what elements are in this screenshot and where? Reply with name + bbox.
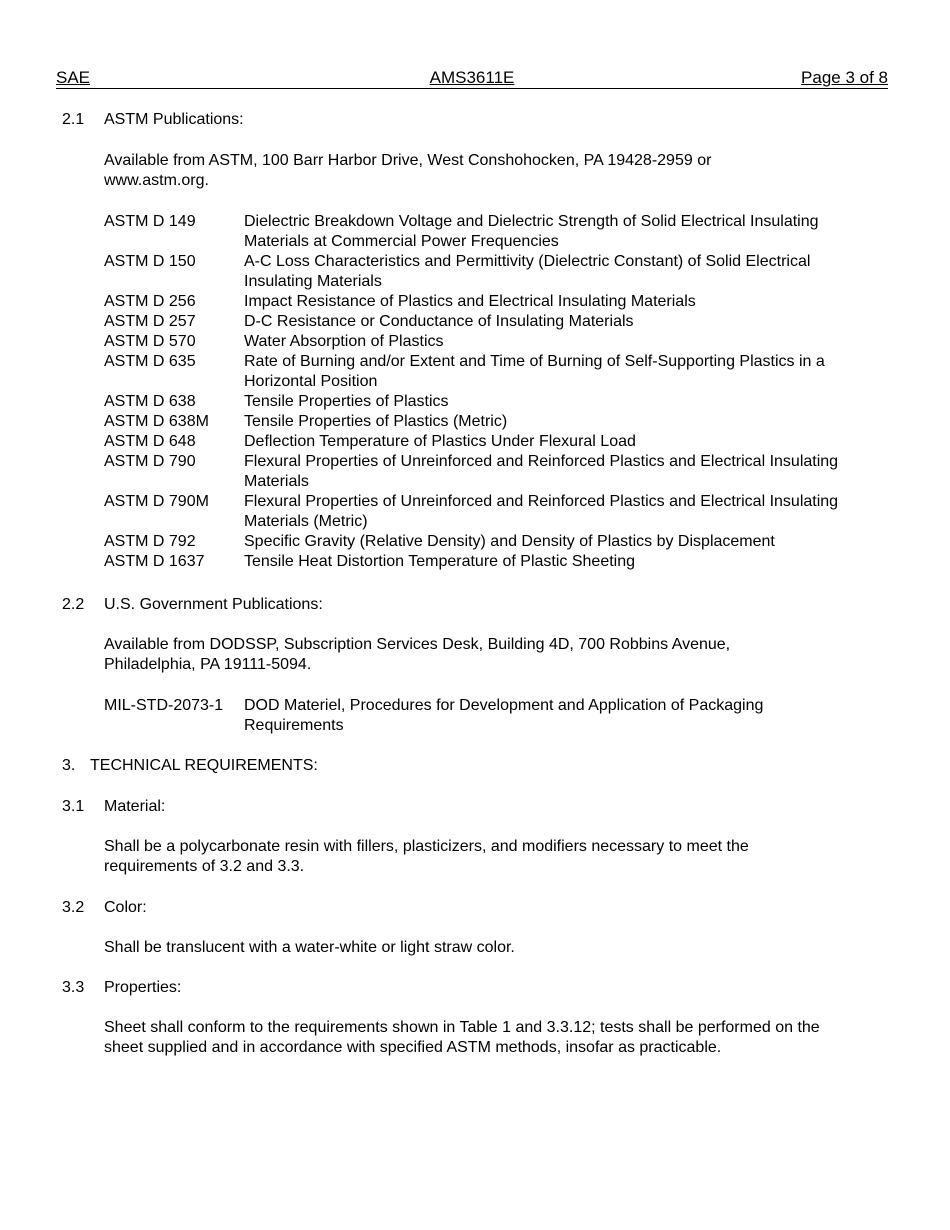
page-header	[56, 68, 888, 89]
reference-title: Tensile Heat Distortion Temperature of Plastic Sheeting	[244, 553, 636, 570]
reference-title: Water Absorption of Plastics	[244, 333, 444, 350]
section-3-3-text: Sheet shall conform to the requirements shown in Table 1 and 3.3.12; tests shall be performed on the sheet supplied and in accordance with specified ASTM methods, insofar as practicable.	[104, 1019, 820, 1056]
reference-item	[104, 552, 874, 572]
section-3-1-heading	[62, 797, 165, 817]
section-2-2-availability: Available from DODSSP, Subscription Services Desk, Building 4D, 700 Robbins Avenue, Philadelphia, PA 19111-5094.	[104, 636, 731, 673]
header-org: SAE	[56, 68, 91, 87]
section-number: 3.	[62, 757, 76, 774]
reference-title: Dielectric Breakdown Voltage and Dielectric Strength of Solid Electrical Insulating Materials at Commercial Power Frequencies	[244, 213, 819, 250]
reference-item	[104, 412, 874, 432]
reference-code: ASTM D 635	[104, 353, 196, 370]
section-2-2-heading	[62, 595, 323, 615]
reference-item	[104, 312, 874, 332]
reference-code: ASTM D 638M	[104, 413, 209, 430]
gov-reference-list	[104, 696, 874, 736]
header-page-number: Page 3 of 8	[801, 68, 888, 87]
section-number: 3.3	[62, 979, 85, 996]
reference-code: ASTM D 149	[104, 213, 196, 230]
reference-item	[104, 432, 874, 452]
reference-title: Deflection Temperature of Plastics Under Flexural Load	[244, 433, 636, 450]
section-title: TECHNICAL REQUIREMENTS:	[90, 757, 318, 774]
reference-title: Tensile Properties of Plastics	[244, 393, 449, 410]
section-number: 2.1	[62, 111, 85, 128]
reference-code: ASTM D 570	[104, 333, 196, 350]
section-title: ASTM Publications:	[104, 111, 244, 128]
header-doc-id: AMS3611E	[429, 68, 515, 87]
reference-code: ASTM D 648	[104, 433, 196, 450]
reference-item	[104, 252, 874, 292]
reference-item	[104, 452, 874, 492]
section-3-2-text: Shall be translucent with a water-white or light straw color.	[104, 939, 515, 956]
astm-reference-list	[104, 212, 874, 572]
section-3-3-heading	[62, 978, 181, 998]
reference-title: Flexural Properties of Unreinforced and Reinforced Plastics and Electrical Insulating Materials (Metric)	[244, 493, 839, 530]
reference-code: MIL-STD-2073-1	[104, 697, 224, 714]
section-3-heading	[62, 756, 318, 776]
reference-item	[104, 212, 874, 252]
section-title: Color:	[104, 899, 147, 916]
section-3-1-text: Shall be a polycarbonate resin with fillers, plasticizers, and modifiers necessary to meet the requirements of 3.2 and 3.3.	[104, 838, 749, 875]
reference-title: DOD Materiel, Procedures for Development and Application of Packaging Requirements	[244, 697, 764, 734]
reference-title: Impact Resistance of Plastics and Electrical Insulating Materials	[244, 293, 696, 310]
section-number: 3.2	[62, 899, 85, 916]
section-2-1-availability: Available from ASTM, 100 Barr Harbor Drive, West Conshohocken, PA 19428-2959 or www.astm.org.	[104, 152, 712, 189]
reference-code: ASTM D 792	[104, 533, 196, 550]
section-title: Properties:	[104, 979, 182, 996]
reference-code: ASTM D 257	[104, 313, 196, 330]
reference-title: D-C Resistance or Conductance of Insulating Materials	[244, 313, 634, 330]
reference-code: ASTM D 1637	[104, 553, 205, 570]
section-title: U.S. Government Publications:	[104, 596, 323, 613]
reference-title: Specific Gravity (Relative Density) and Density of Plastics by Displacement	[244, 533, 775, 550]
reference-item	[104, 492, 874, 532]
reference-title: Tensile Properties of Plastics (Metric)	[244, 413, 508, 430]
reference-item	[104, 532, 874, 552]
reference-item	[104, 696, 874, 736]
reference-item	[104, 332, 874, 352]
reference-title: Flexural Properties of Unreinforced and Reinforced Plastics and Electrical Insulating Materials	[244, 453, 839, 490]
reference-code: ASTM D 256	[104, 293, 196, 310]
reference-item	[104, 352, 874, 392]
section-number: 3.1	[62, 798, 85, 815]
reference-code: ASTM D 150	[104, 253, 196, 270]
reference-item	[104, 392, 874, 412]
section-2-1-heading	[62, 110, 244, 130]
section-number: 2.2	[62, 596, 85, 613]
reference-title: Rate of Burning and/or Extent and Time of Burning of Self-Supporting Plastics in a Horizontal Position	[244, 353, 825, 390]
reference-code: ASTM D 638	[104, 393, 196, 410]
reference-code: ASTM D 790M	[104, 493, 209, 510]
reference-title: A-C Loss Characteristics and Permittivity (Dielectric Constant) of Solid Electrical Insulating Materials	[244, 253, 811, 290]
reference-item	[104, 292, 874, 312]
reference-code: ASTM D 790	[104, 453, 196, 470]
section-3-2-heading	[62, 898, 147, 918]
section-title: Material:	[104, 798, 166, 815]
